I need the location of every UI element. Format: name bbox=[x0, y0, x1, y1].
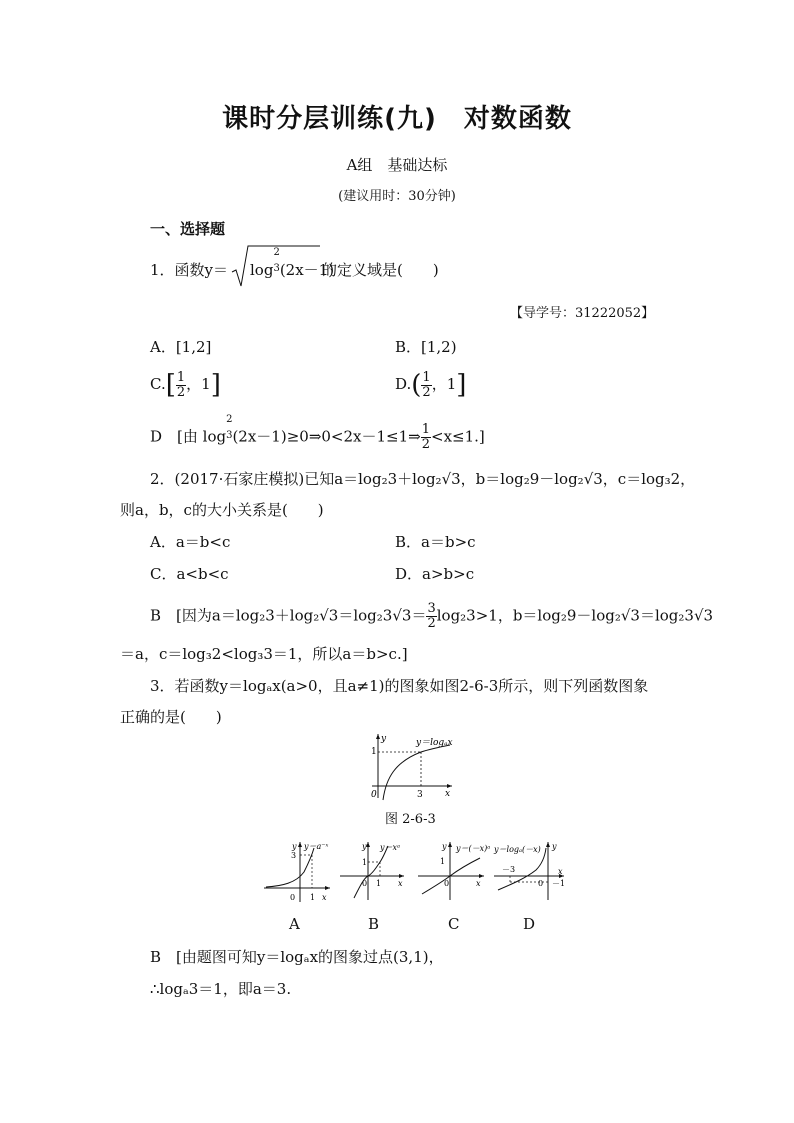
svg-text:0: 0 bbox=[538, 879, 544, 888]
svg-text:y: y bbox=[552, 842, 557, 851]
choice-graph-a bbox=[262, 838, 332, 904]
q2-option-a: A．a＝b<c bbox=[150, 533, 231, 551]
svg-text:－3: －3 bbox=[502, 865, 516, 874]
q3-line1: 3．若函数y＝logₐx(a>0，且a≠1)的图象如图2-6-3所示，则下列函数图象 bbox=[150, 677, 649, 695]
choice-label-d: D bbox=[523, 915, 536, 933]
q1-option-d-fraction: $\frac{1}{2}$ bbox=[422, 369, 431, 400]
q2-option-d: D．a>b>c bbox=[395, 565, 475, 583]
svg-text:x: x bbox=[322, 893, 327, 902]
q1-stem-pre: 1．函数y＝ bbox=[150, 261, 229, 279]
q1-option-b: B．[1,2) bbox=[395, 338, 457, 356]
q1-answer-fraction: $\frac{1}{2}$ bbox=[421, 422, 431, 452]
svg-text:y＝xᵃ: y＝xᵃ bbox=[380, 843, 401, 852]
choice-graph-c bbox=[416, 838, 491, 904]
q2-line2: 则a，b，c的大小关系是( ) bbox=[120, 501, 324, 519]
q1-log: log bbox=[250, 261, 274, 279]
choice-graph-b bbox=[338, 838, 408, 904]
choice-label-c: C bbox=[448, 915, 460, 933]
svg-text:x: x bbox=[476, 879, 481, 888]
q2-answer-fraction: $\frac{3}{2}$ bbox=[427, 601, 436, 631]
page-title: 课时分层训练(九) 对数函数 bbox=[222, 104, 572, 134]
q3-answer-line1: B [由题图可知y＝logₐx的图象过点(3,1)， bbox=[150, 948, 444, 966]
choice-label-a: A bbox=[289, 915, 300, 933]
svg-text:x: x bbox=[558, 867, 563, 876]
svg-text:0: 0 bbox=[290, 893, 296, 902]
svg-text:x: x bbox=[445, 789, 451, 799]
q1-log-base: 2 3 bbox=[273, 247, 280, 274]
q2-option-c: C．a<b<c bbox=[150, 565, 229, 583]
q1-stem-post: 的定义域是( ) bbox=[322, 261, 439, 279]
group-heading: A组 基础达标 bbox=[346, 156, 448, 174]
svg-text:y＝(－x)ᵃ: y＝(－x)ᵃ bbox=[456, 844, 491, 853]
svg-text:3: 3 bbox=[291, 851, 297, 860]
q1-option-c: C.[ $\frac{1}{2}$ ，1] bbox=[150, 369, 221, 400]
svg-text:1: 1 bbox=[362, 858, 368, 867]
guide-number: 【导学号：31222052】 bbox=[510, 306, 655, 321]
svg-text:－1: －1 bbox=[552, 879, 566, 888]
svg-text:0: 0 bbox=[362, 879, 368, 888]
figure-curve-label: y＝logₐx bbox=[416, 738, 453, 748]
q2-answer-line1: B [因为a＝log₂3＋log₂√3＝log₂3√3＝ $\frac{3}{2}$ log₂3>1，b＝log₂9－log₂√3＝log₂3√3 bbox=[150, 601, 714, 631]
q3-answer-line2: ∴logₐ3＝1，即a＝3. bbox=[150, 980, 292, 998]
section-heading: 一、选择题 bbox=[150, 220, 226, 238]
svg-text:y: y bbox=[381, 734, 387, 744]
figure-2-6-3 bbox=[360, 728, 460, 800]
choice-label-b: B bbox=[368, 915, 380, 933]
q1-stem bbox=[150, 259, 228, 280]
q1-answer: D [由 log 2 3 (2x－1)≥0⇒0<2x－1≤1⇒ $\frac{1}{2}$ <x≤1.] bbox=[150, 413, 485, 452]
q2-line1: 2．(2017·石家庄模拟)已知a＝log₂3＋log₂√3，b＝log₂9－log₂√3，c＝log₃2， bbox=[150, 470, 696, 488]
q3-line2: 正确的是( ) bbox=[120, 708, 222, 726]
svg-text:1: 1 bbox=[310, 893, 316, 902]
q1-option-d: D.( $\frac{1}{2}$ ，1] bbox=[395, 369, 467, 400]
figure-caption: 图 2-6-3 bbox=[385, 812, 436, 827]
svg-text:y: y bbox=[442, 842, 447, 851]
suggested-time: (建议用时：30分钟) bbox=[338, 189, 456, 204]
q1-arg: (2x－1) bbox=[279, 261, 335, 279]
svg-text:1: 1 bbox=[440, 857, 446, 866]
q2-option-b: B．a＝b>c bbox=[395, 533, 476, 551]
q2-answer-line2: ＝a，c＝log₃2<log₃3＝1，所以a＝b>c.] bbox=[120, 645, 408, 663]
svg-text:3: 3 bbox=[417, 790, 423, 800]
svg-text:0: 0 bbox=[444, 879, 450, 888]
svg-text:x: x bbox=[398, 879, 403, 888]
q1-option-a: A．[1,2] bbox=[150, 338, 212, 356]
choice-graph-d bbox=[492, 838, 568, 904]
svg-text:0: 0 bbox=[371, 790, 377, 800]
svg-text:1: 1 bbox=[376, 879, 382, 888]
svg-text:y＝logₐ(－x): y＝logₐ(－x) bbox=[494, 845, 541, 854]
svg-text:y: y bbox=[362, 842, 367, 851]
svg-text:y: y bbox=[292, 842, 297, 851]
svg-text:1: 1 bbox=[371, 747, 377, 757]
q1-option-c-fraction: $\frac{1}{2}$ bbox=[176, 369, 186, 400]
svg-text:y＝a⁻ˣ: y＝a⁻ˣ bbox=[304, 842, 329, 851]
